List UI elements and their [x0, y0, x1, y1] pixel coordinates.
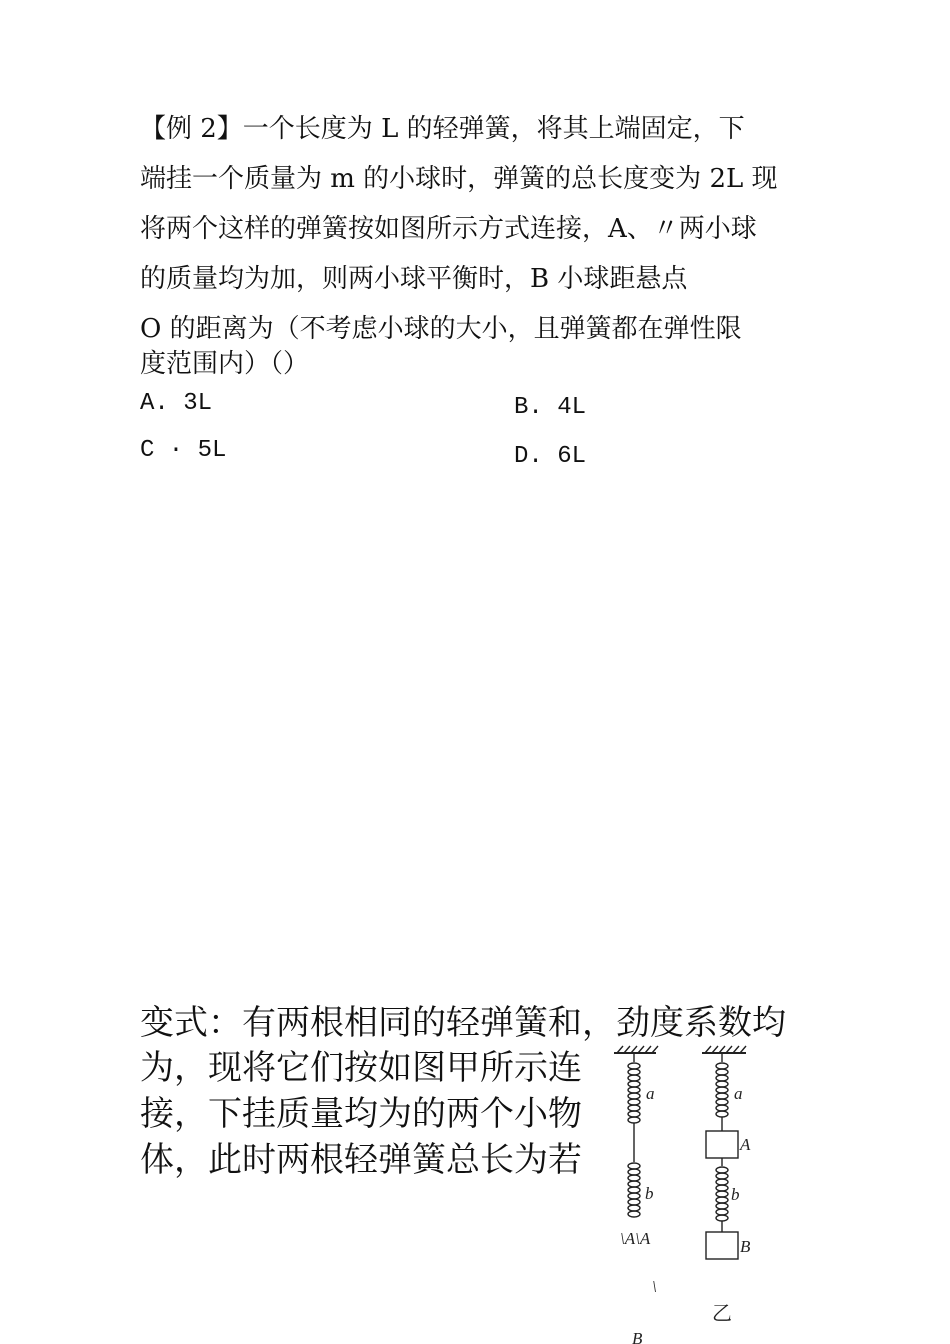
example-line-6: 度范围内）（）: [140, 349, 310, 379]
option-a: A. 3L: [140, 390, 213, 417]
label-a-yi: a: [734, 1084, 743, 1103]
option-b: B. 4L: [514, 394, 587, 421]
variant-line-4: 体，此时两根轻弹簧总长为若: [140, 1140, 582, 1180]
spring-a-yi: [716, 1063, 728, 1117]
label-mark-jia: \: [652, 1277, 657, 1296]
example-line-2: 端挂一个质量为 m 的小球时，弹簧的总长度变为 2L 现: [140, 164, 778, 194]
example-line-4: 的质量均为加，则两小球平衡时，B 小球距悬点: [140, 264, 688, 294]
variant-line-2: 为，现将它们按如图甲所示连: [140, 1048, 582, 1088]
ceiling-yi: [702, 1046, 746, 1053]
variant-line-1: 变式：有两根相同的轻弹簧和，劲度系数均: [140, 1003, 786, 1043]
label-a-jia: a: [646, 1084, 655, 1103]
example-line-3: 将两个这样的弹簧按如图所示方式连接，A、〃两小球: [140, 214, 757, 244]
label-B-jia: B: [632, 1329, 643, 1344]
label-b-jia: b: [645, 1184, 654, 1203]
caption-yi: 乙: [712, 1301, 732, 1325]
spring-b-yi: [716, 1167, 728, 1221]
block-b-yi: [706, 1232, 738, 1259]
label-B-yi: B: [740, 1237, 751, 1256]
example-line-1: 【例 2】一个长度为 L 的轻弹簧，将其上端固定，下: [140, 114, 745, 144]
label-A-yi: A: [740, 1135, 751, 1154]
variant-line-3: 接，下挂质量均为的两个小物: [140, 1094, 582, 1134]
option-c: C · 5L: [140, 437, 227, 464]
example-line-5: O 的距离为（不考虑小球的大小，且弹簧都在弹性限: [140, 314, 742, 344]
label-b-yi: b: [731, 1185, 740, 1204]
option-d: D. 6L: [514, 443, 587, 463]
spring-a-jia: [628, 1063, 640, 1123]
block-a-yi: [706, 1131, 738, 1158]
ceiling-jia: [614, 1046, 658, 1053]
label-A-jia: \A\A: [620, 1229, 651, 1248]
spring-b-jia: [628, 1163, 640, 1217]
